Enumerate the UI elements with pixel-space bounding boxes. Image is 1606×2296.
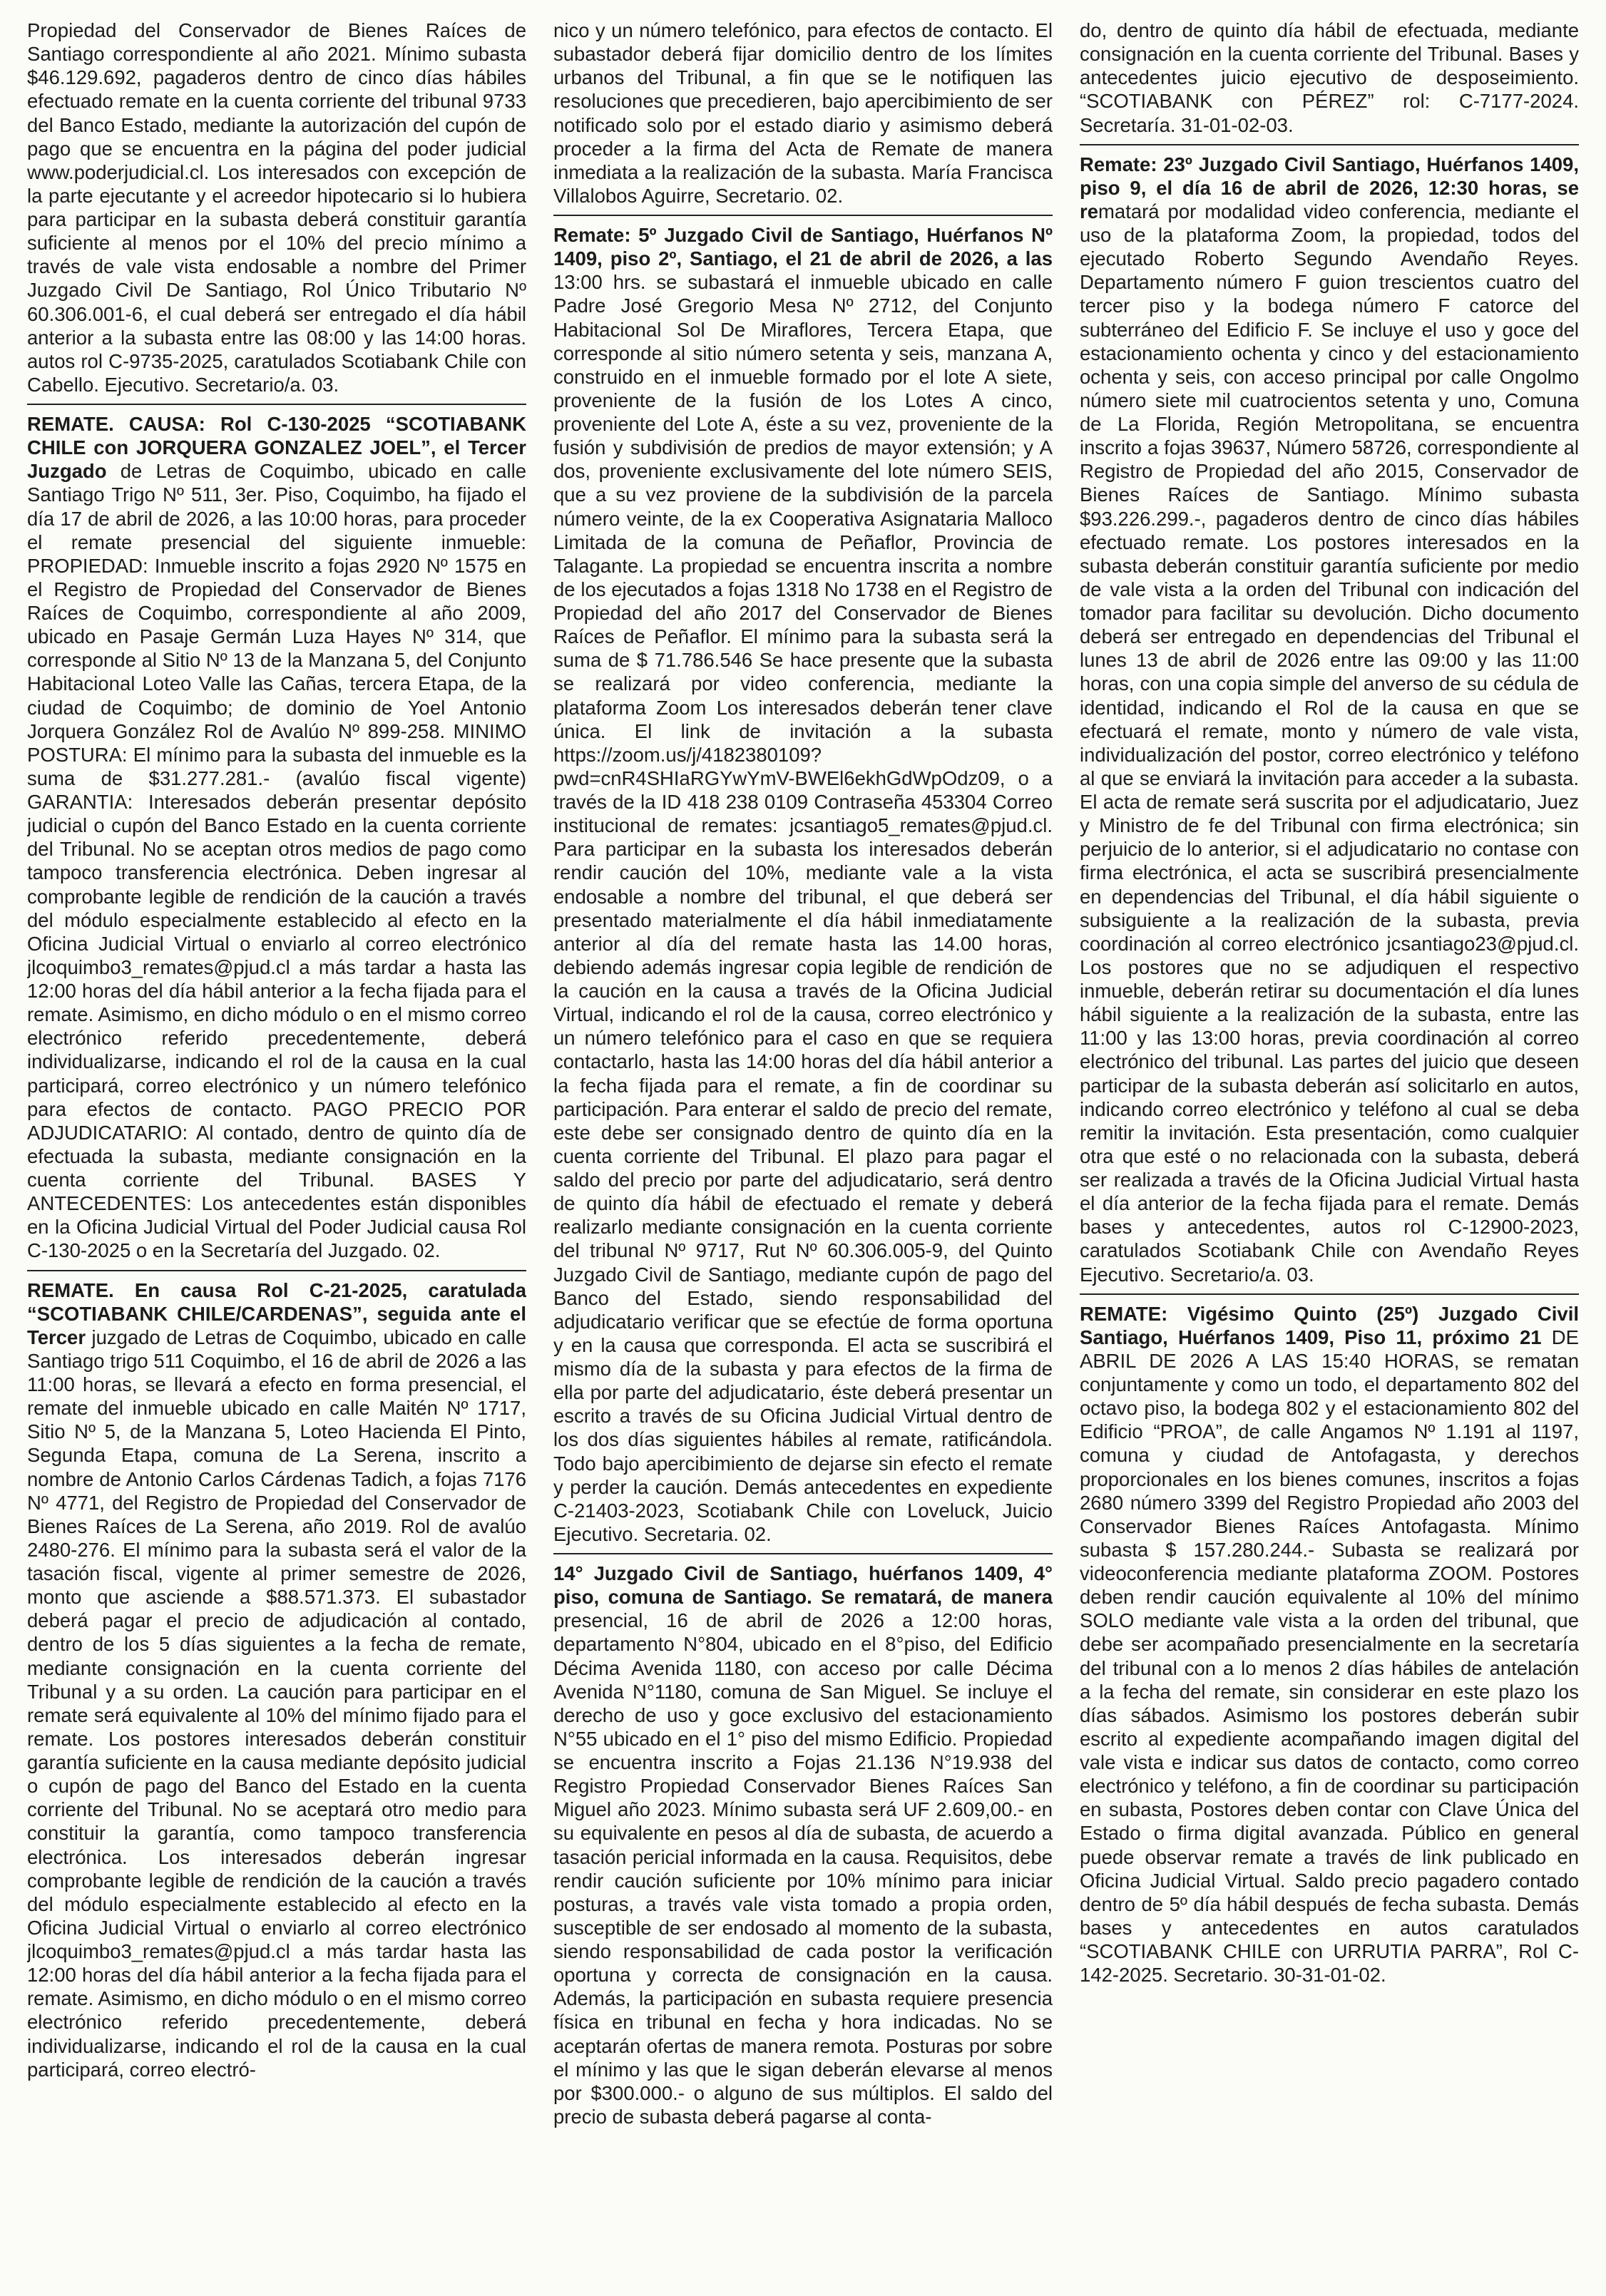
- notice-item: [553, 1562, 1053, 2136]
- notice-continuation: [27, 19, 526, 405]
- notice-item: [553, 223, 1053, 1554]
- notice-lead: Remate: 23º Juzgado Civil Santiago, Huérfanos 1409, piso 9, el día 16 de abril de 2026, 12:30 horas, se re: [1080, 153, 1579, 222]
- notice-body: matará por modalidad video conferencia, mediante el uso de la plataforma Zoom, la propiedad, todos del ejecutado Roberto Segundo Avendaño Reyes. Departamento número F guion trescientos cuatro del tercer piso y la bodega número F catorce del subterráneo del Edificio F. Se incluye el uso y goce del estacionamiento ochenta y cinco y del estacionamiento ochenta y seis, con acceso principal por calle Ongolmo número siete mil cuatrocientos setenta y uno, Comuna de La Florida, Región Metropolitana, se encuentra inscrito a fojas 39637, Número 58726, correspondiente al Registro de Propiedad del año 2015, Conservador de Bienes Raíces de Santiago. Mínimo subasta $93.226.299.-, pagaderos dentro de cinco días hábiles efectuado remate. Los postores interesados en la subasta deberán constituir garantía suficiente por medio de vale vista a la orden del Tribunal con indicación del tomador para facilitar su devolución. Dicho documento deberá ser entregado en dependencias del Tribunal el lunes 13 de abril de 2026 entre las 09:00 y las 11:00 horas, con una copia simple del anverso de su cédula de identidad, indicando el Rol de la causa en que se efectuará el remate, monto y número de vale vista, individualización del postor, correo electrónico y teléfono al que se enviará la invitación para acceder a la subasta. El acta de remate será suscrita por el adjudicatario, Juez y Ministro de fe del Tribunal con firma electrónica; sin perjuicio de lo anterior, si el adjudicatario no contase con firma electrónica, el acta se suscribirá presencialmente en dependencias del Tribunal, el día hábil siguiente o subsiguiente a la realización de la subasta, previa coordinación al correo electrónico jcsantiago23@pjud.cl. Los postores que no se adjudiquen el respectivo inmueble, deberán retirar su documentación el día lunes hábil siguiente a la realización de la subasta, entre las 11:00 y las 13:00 horas, previa coordinación al correo electrónico del tribunal. Las partes del juicio que deseen participar de la subasta deberán así solicitarlo en autos, indicando correo electrónico y teléfono al cual se deba remitir la invitación. Esta presentación, como cualquier otra que esté o no relacionada con la subasta, deberá ser realizada a través de la Oficina Judicial Virtual hasta el día anterior de la fecha fijada para el remate. Demás bases y antecedentes, autos rol C-12900-2023, caratulados Scotiabank Chile con Avendaño Reyes Ejecutivo. Secretario/a. 03.: [1080, 200, 1579, 1286]
- notice-lead: REMATE: Vigésimo Quinto (25º) Juzgado Civil Santiago, Huérfanos 1409, Piso 11, próximo 21: [1080, 1302, 1579, 1348]
- notice-lead: REMATE. CAUSA: Rol C-130-2025 “SCOTIABANK CHILE con JORQUERA GONZALEZ JOEL”, el Tercer Juzgado: [27, 413, 526, 483]
- notice-lead: 14° Juzgado Civil de Santiago, huérfanos 1409, 4° piso, comuna de Santiago. Se rematará, de manera: [553, 1562, 1053, 1609]
- notice-item: [27, 1278, 526, 2089]
- notice-body: juzgado de Letras de Coquimbo, ubicado en calle Santiago trigo 511 Coquimbo, el 16 de abril de 2026 a las 11:00 horas, se llevará a efecto en forma presencial, el remate del inmueble ubicado en calle Maitén Nº 1717, Sitio Nº 5, de la Manzana 5, Loteo Hacienda El Pinto, Segunda Etapa, comuna de La Serena, inscrito a nombre de Antonio Carlos Cárdenas Tadich, a fojas 7176 Nº 4771, del Registro de Propiedad del Conservador de Bienes Raíces de La Serena, año 2019. Rol de avalúo 2480-276. El mínimo para la subasta será el valor de la tasación fiscal, vigente al primer semestre de 2026, monto que asciende a $88.571.373. El subastador deberá pagar el precio de adjudicación al contado, dentro de los 5 días siguientes a la fecha de remate, mediante consignación en la cuenta corriente del Tribunal y a su orden. La caución para participar en el remate será equivalente al 10% del mínimo fijado para el remate. Los postores interesados deberán constituir garantía suficiente en la causa mediante depósito judicial o cupón de pago del Banco del Estado en la cuenta corriente del Tribunal. No se aceptará otro medio para constituir la garantía, como tampoco transferencia electrónica. Los interesados deberán ingresar comprobante legible de rendición de la caución a través del módulo especialmente establecido al efecto en la Oficina Judicial Virtual o enviarlo al correo electrónico jlcoquimbo3_remates@pjud.cl a más tardar hasta las 12:00 horas del día hábil anterior a la fecha fijada para el remate. Asimismo, en dicho módulo o en el mismo correo electrónico referido precedentemente, deberá individualizarse, indicando el rol de la causa en la cual participará, correo electró-: [27, 1326, 526, 2081]
- notice-body: DE ABRIL DE 2026 A LAS 15:40 HORAS, se rematan conjuntamente y como un todo, el departamento 802 del octavo piso, la bodega 802 y el estacionamiento 802 del Edificio “PROA”, de calle Angamos Nº 1.191 al 1197, comuna y ciudad de Antofagasta, y derechos proporcionales en los bienes comunes, inscritos a fojas 2680 número 3399 del Registro Propiedad año 2003 del Conservador Bienes Raíces Antofagasta. Mínimo subasta $ 157.280.244.- Subasta se realizará por videoconferencia mediante plataforma ZOOM. Postores deben rendir caución equivalente al 10% del mínimo SOLO mediante vale vista a la orden del tribunal, que debe ser acompañado presencialmente en la secretaría del tribunal con a lo menos 2 días hábiles de antelación a la fecha del remate, sin considerar en este plazo los días sábados. Asimismo los postores deberán subir escrito al expediente acompañando imagen digital del vale vista e indicar sus datos de contacto, como correo electrónico y teléfono, a fin de coordinar su participación en subasta, Postores deben contar con Clave Única del Estado o firma digital avanzada. Público en general puede observar remate a través de link publicado en Oficina Judicial Virtual. Saldo precio pagadero contado dentro de 5º día hábil después de fecha subasta. Demás bases y antecedentes en autos caratulados “SCOTIABANK CHILE con URRUTIA PARRA”, Rol C-142-2025. Secretario. 30-31-01-02.: [1080, 1326, 1579, 1987]
- notice-item: [1080, 1302, 1579, 1994]
- notice-lead: Remate: 5º Juzgado Civil de Santiago, Huérfanos Nº 1409, piso 2º, Santiago, el 21 de abril de 2026, a las: [553, 224, 1053, 270]
- notice-body: presencial, 16 de abril de 2026 a 12:00 horas, departamento N°804, ubicado en el 8°piso, del Edificio Décima Avenida 1180, con acceso por calle Décima Avenida N°1180, comuna de San Miguel. Se incluye el derecho de uso y goce exclusivo del estacionamiento N°55 ubicado en el 1° piso del mismo Edificio. Propiedad se encuentra inscrito a Fojas 21.136 N°19.938 del Registro Propiedad Conservador Bienes Raíces San Miguel año 2023. Mínimo subasta será UF 2.609,00.- en su equivalente en pesos al día de subasta, de acuerdo a tasación pericial informada en la causa. Requisitos, debe rendir caución suficiente por 10% mínimo para iniciar posturas, a través vale vista tomado a propia orden, susceptible de ser endosado al momento de la subasta, siendo responsabilidad de cada postor la verificación oportuna y correcta de consignación en la causa. Además, la participación en subasta requiere presencia física en tribunal en fecha y hora indicadas. No se aceptarán ofertas de manera remota. Posturas por sobre el mínimo y las que le sigan deberán elevarse al menos por $300.000.- o alguno de sus múltiplos. El saldo del precio de subasta deberá pagarse al conta-: [553, 1609, 1053, 2128]
- notice-body: do, dentro de quinto día hábil de efectuada, mediante consignación en la cuenta corriente del Tribunal. Bases y antecedentes juicio ejecutivo de desposeimiento. “SCOTIABANK con PÉREZ” rol: C-7177-2024. Secretaría. 31-01-02-03.: [1080, 19, 1579, 136]
- column-2: [553, 19, 1053, 2282]
- notice-continuation: [553, 19, 1053, 216]
- notice-item: [1080, 153, 1579, 1295]
- column-3: [1080, 19, 1579, 2282]
- column-1: [27, 19, 526, 2282]
- notice-body: Propiedad del Conservador de Bienes Raíces de Santiago correspondiente al año 2021. Mínimo subasta $46.129.692, pagaderos dentro de cinco días hábiles efectuado remate en la cuenta corriente del tribunal 9733 del Banco Estado, mediante la autorización del cupón de pago que se encuentra en la página del poder judicial www.poderjudicial.cl. Los interesados con excepción de la parte ejecutante y el acreedor hipotecario si lo hubiera para participar en la subasta deberá constituir garantía suficiente al menos por el 10% del precio mínimo a través de vale vista endosable a nombre del Primer Juzgado Civil De Santiago, Rol Único Tributario Nº 60.306.001-6, el cual deberá ser entregado el día hábil anterior a la subasta entre las 08:00 y las 14:00 horas. autos rol C-9735-2025, caratulados Scotiabank Chile con Cabello. Ejecutivo. Secretario/a. 03.: [27, 19, 526, 396]
- notice-continuation: [1080, 19, 1579, 145]
- notice-lead: REMATE. En causa Rol C-21-2025, caratulada “SCOTIABANK CHILE/CARDENAS”, seguida ante el Tercer: [27, 1278, 526, 1348]
- notice-body: de Letras de Coquimbo, ubicado en calle Santiago Trigo Nº 511, 3er. Piso, Coquimbo, ha fijado el día 17 de abril de 2026, a las 10:00 horas, para proceder el remate presencial del siguiente inmueble: PROPIEDAD: Inmueble inscrito a fojas 2920 Nº 1575 en el Registro de Propiedad del Conservador de Bienes Raíces de Coquimbo, correspondiente al año 2009, ubicado en Pasaje Germán Luza Hayes Nº 314, que corresponde al Sitio Nº 13 de la Manzana 5, del Conjunto Habitacional Loteo Valle las Cañas, tercera Etapa, de la ciudad de Coquimbo; de dominio de Yoel Antonio Jorquera González Rol de Avalúo Nº 899-258. MINIMO POSTURA: El mínimo para la subasta del inmueble es la suma de $31.277.281.- (avalúo fiscal vigente) GARANTIA: Interesados deberán presentar depósito judicial o cupón del Banco Estado en la cuenta corriente del Tribunal. No se aceptan otros medios de pago como tampoco transferencia electrónica. Deben ingresar al comprobante legible de rendición de la caución a través del módulo especialmente establecido al efecto en la Oficina Judicial Virtual o enviarlo al correo electrónico jlcoquimbo3_remates@pjud.cl a más tardar a hasta las 12:00 horas del día hábil anterior a la fecha fijada para el remate. Asimismo, en dicho módulo o en el mismo correo electrónico referido precedentemente, deberá individualizarse, indicando el rol de la causa en la cual participará, correo electrónico y un número telefónico para efectos de contacto. PAGO PRECIO POR ADJUDICATARIO: Al contado, dentro de quinto día de efectuada la subasta, mediante consignación en la cuenta corriente del Tribunal. BASES Y ANTECEDENTES: Los antecedentes están disponibles en la Oficina Judicial Virtual del Poder Judicial causa Rol C-130-2025 o en la Secretaría del Juzgado. 02.: [27, 460, 526, 1262]
- notice-body: nico y un número telefónico, para efectos de contacto. El subastador deberá fijar domicilio dentro de los límites urbanos del Tribunal, a fin que se le notifiquen las resoluciones que precedieren, bajo apercibimiento de ser notificado solo por el estado diario y asimismo deberá proceder a la firma del Acta de Remate de manera inmediata a la realización de la subasta. María Francisca Villalobos Aguirre, Secretario. 02.: [553, 19, 1053, 207]
- notice-body: 13:00 hrs. se subastará el inmueble ubicado en calle Padre José Gregorio Mesa Nº 2712, del Conjunto Habitacional Sol De Miraflores, Tercera Etapa, que corresponde al sitio número setenta y seis, manzana A, construido en el inmueble formado por el lote A siete, proveniente de la fusión de los Lotes A cinco, proveniente del Lote A, éste a su vez, proveniente de la fusión y subdivisión de predios de mayor extensión; y A dos, proveniente exclusivamente del lote número SEIS, que a su vez proviene de la subdivisión de la parcela número veinte, de la ex Cooperativa Asignataria Malloco Limitada de la comuna de Peñaflor, Provincia de Talagante. La propiedad se encuentra inscrita a nombre de los ejecutados a fojas 1318 No 1738 en el Registro de Propiedad del año 2017 del Conservador de Bienes Raíces de Peñaflor. El mínimo para la subasta será la suma de $ 71.786.546 Se hace presente que la subasta se realizará por video conferencia, mediante la plataforma Zoom Los interesados deberán tener clave única. El link de invitación a la subasta https://zoom.us/j/4182380109?pwd=cnR4SHIaRGYwYmV-BWEl6ekhGdWpOdz09, o a través de la ID 418 238 0109 Contraseña 453304 Correo institucional de remates: jcsantiago5_remates@pjud.cl. Para participar en la subasta los interesados deberán rendir caución del 10%, mediante vale a la vista endosable a nombre del tribunal, el que deberá ser presentado materialmente el día hábil inmediatamente anterior al día del remate hasta las 14.00 horas, debiendo además ingresar copia legible de rendición de la caución en la causa a través de la Oficina Judicial Virtual, indicando el rol de la causa, correo electrónico y un número telefónico para el caso en que se requiera contactarlo, hasta las 14:00 horas del día hábil anterior a la fecha fijada para el remate, a fin de coordinar su participación. Para enterar el saldo de precio del remate, este debe ser consignado dentro de quinto día en la cuenta corriente del Tribunal. El plazo para pagar el saldo del precio por parte del adjudicatario, será dentro de quinto día hábil de efectuado el remate y deberá realizarlo mediante consignación en la cuenta corriente del tribunal Nº 9717, Rut Nº 60.306.005-9, del Quinto Juzgado Civil de Santiago, mediante cupón de pago del Banco del Estado, siendo responsabilidad del adjudicatario verificar que se efectúe de forma oportuna y en la causa que corresponda. El acta se suscribirá el mismo día de la subasta y para efectos de la firma de ella por parte del adjudicatario, éste deberá presentar un escrito a través de su Oficina Judicial Virtual dentro de los dos días siguientes hábiles al remate, ratificándola. Todo bajo apercibimiento de dejarse sin efecto el remate y perder la caución. Demás antecedentes en expediente C-21403-2023, Scotiabank Chile con Loveluck, Juicio Ejecutivo. Secretaria. 02.: [553, 271, 1053, 1545]
- notice-item: [27, 412, 526, 1271]
